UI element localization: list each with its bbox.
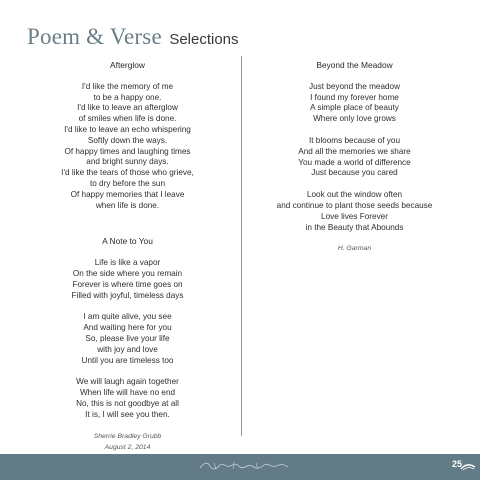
script-signature-logo-icon xyxy=(196,459,292,473)
poem-line: I am quite alive, you see xyxy=(83,312,172,322)
poem-line: I'd like the tears of those who grieve, xyxy=(61,168,194,178)
poem-line: So, please live your life xyxy=(85,333,170,343)
poem-line: A simple place of beauty xyxy=(310,103,399,113)
poem-line: I'd like to leave an echo whispering xyxy=(64,124,191,134)
footer-band xyxy=(0,454,480,480)
poem-line: Forever is where time goes on xyxy=(72,279,183,289)
page-number: 25 xyxy=(451,459,462,469)
poem-stanza xyxy=(35,258,220,301)
poem-line: Softly down the ways. xyxy=(87,135,168,145)
poem-afterglow-body xyxy=(35,82,220,212)
poem-line: Love lives Forever xyxy=(321,211,388,221)
page-subtitle: Selections xyxy=(169,31,239,48)
poem-date: August 2, 2014 xyxy=(104,443,151,451)
poem-line: And all the memories we share xyxy=(298,146,411,156)
poem-line: and continue to plant those seeds because xyxy=(276,200,433,210)
poem-title-beyond-meadow: Beyond the Meadow xyxy=(316,60,393,70)
poem-line: And waiting here for you xyxy=(83,323,172,333)
poem-line: Where only love grows xyxy=(313,114,396,124)
poem-line: and bright sunny days. xyxy=(86,157,169,167)
poem-line: Until you are timeless too xyxy=(81,355,174,365)
poem-stanza xyxy=(35,377,220,420)
page-swoosh-icon xyxy=(460,462,476,472)
poem-line: Filled with joyful, timeless days xyxy=(71,290,184,300)
page-title: Poem & Verse xyxy=(27,24,162,49)
poem-line: Of happy memories that I leave xyxy=(70,189,185,199)
page-header xyxy=(27,24,239,50)
poem-line: to dry before the sun xyxy=(89,178,166,188)
poem-line: Of happy times and laughing times xyxy=(64,146,191,156)
poem-line: I'd like to leave an afterglow xyxy=(77,103,178,113)
poem-line: to be a happy one. xyxy=(93,92,162,102)
poem-line: Look out the window often xyxy=(306,190,403,200)
poem-line: It blooms because of you xyxy=(308,135,401,145)
column-divider xyxy=(241,56,242,436)
poem-line: Just because you cared xyxy=(311,168,398,178)
poem-line: in the Beauty that Abounds xyxy=(305,222,404,232)
poem-author: Sherrie Bradley Grubb xyxy=(93,432,162,440)
poem-stanza xyxy=(262,82,447,125)
poem-line: We will laugh again together xyxy=(76,377,179,387)
poem-stanza xyxy=(262,136,447,179)
poem-line: I found my forever home xyxy=(310,92,399,102)
poem-line: On the side where you remain xyxy=(72,268,183,278)
poem-line: with joy and love xyxy=(97,344,158,354)
poem-line: I'd like the memory of me xyxy=(81,81,174,91)
right-column xyxy=(262,60,447,254)
poem-line: Just beyond the meadow xyxy=(308,81,401,91)
poem-line: You made a world of difference xyxy=(298,157,411,167)
poem-stanza xyxy=(262,190,447,233)
poem-spacer xyxy=(35,222,220,236)
poem-title-afterglow: Afterglow xyxy=(110,60,145,70)
poem-stanza xyxy=(35,312,220,366)
left-column xyxy=(35,60,220,453)
poem-title-note-to-you: A Note to You xyxy=(102,236,153,247)
poem-line: No, this is not goodbye at all xyxy=(76,398,179,408)
poem-line: of smiles when life is done. xyxy=(78,114,177,124)
poem-line: Life is like a vapor xyxy=(94,258,161,268)
poem-line: when life is done. xyxy=(95,200,160,210)
poem-line: When life will have no end xyxy=(79,388,176,398)
poem-line: It is, I will see you then. xyxy=(85,409,170,419)
poem-author: H. Garman xyxy=(337,245,372,253)
